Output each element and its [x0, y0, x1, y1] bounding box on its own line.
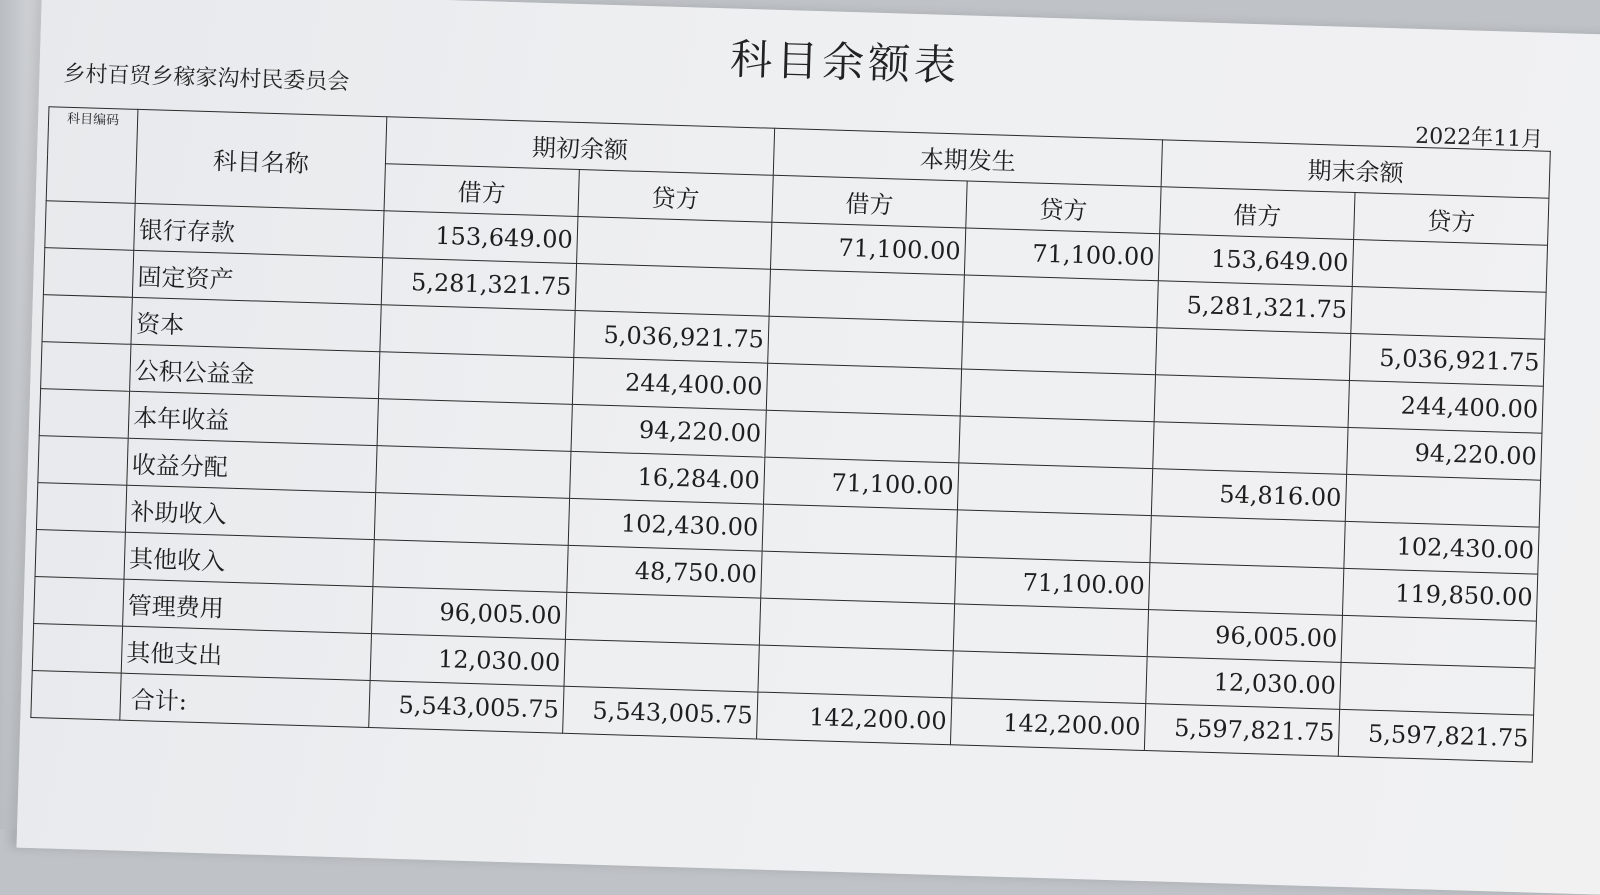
amount-cell: 94,220.00: [1347, 427, 1542, 480]
amount-cell: 71,100.00: [955, 557, 1150, 610]
amount-cell: 244,400.00: [1348, 380, 1543, 433]
amount-cell: [380, 305, 575, 358]
header-opening-balance: 期初余额: [385, 117, 774, 175]
amount-cell: [765, 410, 960, 463]
account-name: 资本: [131, 297, 381, 351]
total-amount-cell: 5,543,005.75: [563, 686, 758, 739]
amount-cell: 96,005.00: [1147, 610, 1342, 663]
amount-cell: [766, 363, 961, 416]
amount-cell: 5,036,921.75: [1349, 333, 1544, 386]
amount-cell: 153,649.00: [1158, 234, 1353, 287]
amount-cell: [374, 493, 569, 546]
header-credit: 贷方: [578, 170, 773, 223]
header-current-period: 本期发生: [773, 128, 1162, 186]
account-name: 管理费用: [123, 579, 373, 633]
amount-cell: 5,281,321.75: [381, 258, 576, 311]
amount-cell: [564, 639, 759, 692]
amount-cell: [960, 369, 1155, 422]
account-name: 其他支出: [121, 626, 371, 680]
account-code-cell: [35, 530, 125, 580]
amount-cell: 48,750.00: [567, 545, 762, 598]
amount-cell: [577, 217, 772, 270]
amount-cell: 54,816.00: [1151, 469, 1346, 522]
amount-cell: [1149, 563, 1344, 616]
amount-cell: [378, 352, 573, 405]
header-debit: 借方: [384, 164, 579, 217]
account-code-cell: [43, 248, 133, 298]
amount-cell: [769, 269, 964, 322]
amount-cell: [762, 504, 957, 557]
amount-cell: [1340, 662, 1535, 715]
amount-cell: 119,850.00: [1342, 568, 1537, 621]
account-name: 公积公益金: [130, 344, 380, 398]
amount-cell: [759, 598, 954, 651]
amount-cell: [1156, 328, 1351, 381]
amount-cell: [575, 263, 770, 316]
paper-sheet: [16, 0, 1600, 895]
account-code-cell: [32, 624, 122, 674]
report-period: 2022年11月: [1414, 123, 1544, 153]
amount-cell: [962, 322, 1157, 375]
amount-cell: [758, 645, 953, 698]
amount-cell: [952, 651, 1147, 704]
amount-cell: [959, 416, 1154, 469]
document-title: 科目余额表: [729, 34, 961, 91]
total-amount-cell: 5,543,005.75: [369, 681, 564, 734]
amount-cell: 71,100.00: [764, 457, 959, 510]
amount-cell: 96,005.00: [371, 587, 566, 640]
amount-cell: [1150, 516, 1345, 569]
account-code-cell: [34, 577, 124, 627]
amount-cell: [377, 399, 572, 452]
amount-cell: [1341, 615, 1536, 668]
total-amount-cell: 142,200.00: [757, 692, 952, 745]
header-account-code: 科目编码: [46, 107, 138, 204]
account-code-cell: [42, 295, 132, 345]
account-name: 收益分配: [127, 438, 377, 492]
amount-cell: 102,430.00: [1344, 521, 1539, 574]
account-code-cell: [31, 671, 121, 721]
amount-cell: [956, 510, 1151, 563]
amount-cell: 5,036,921.75: [574, 310, 769, 363]
amount-cell: 12,030.00: [1146, 657, 1341, 710]
header-account-name: 科目名称: [135, 109, 387, 210]
account-name: 其他收入: [124, 532, 374, 586]
account-name: 补助收入: [125, 485, 375, 539]
account-code-cell: [41, 342, 131, 392]
header-closing-balance: 期末余额: [1161, 140, 1550, 198]
account-code-cell: [45, 201, 135, 251]
amount-cell: 102,430.00: [568, 498, 763, 551]
amount-cell: [1154, 375, 1349, 428]
amount-cell: [768, 316, 963, 369]
header-debit: 借方: [772, 175, 967, 228]
amount-cell: 71,100.00: [770, 222, 965, 275]
amount-cell: 71,100.00: [964, 228, 1159, 281]
amount-cell: [1345, 474, 1540, 527]
total-amount-cell: 5,597,821.75: [1338, 709, 1533, 762]
account-name: 本年收益: [128, 391, 378, 445]
total-label: 合计:: [120, 673, 370, 727]
amount-cell: [953, 604, 1148, 657]
amount-cell: [963, 275, 1158, 328]
amount-cell: 12,030.00: [370, 634, 565, 687]
amount-cell: [957, 463, 1152, 516]
amount-cell: 16,284.00: [570, 451, 765, 504]
amount-cell: 153,649.00: [383, 211, 578, 264]
amount-cell: [761, 551, 956, 604]
amount-cell: [565, 592, 760, 645]
amount-cell: [373, 540, 568, 593]
amount-cell: [1351, 287, 1546, 340]
organization-name: 乡村百贸乡稼家沟村民委员会: [63, 61, 350, 96]
amount-cell: [376, 446, 571, 499]
amount-cell: 94,220.00: [571, 404, 766, 457]
amount-cell: [1352, 240, 1547, 293]
account-code-cell: [38, 436, 128, 486]
amount-cell: 5,281,321.75: [1157, 281, 1352, 334]
total-amount-cell: 142,200.00: [950, 698, 1145, 751]
amount-cell: [1153, 422, 1348, 475]
header-credit: 贷方: [966, 181, 1161, 234]
header-credit: 贷方: [1354, 193, 1549, 246]
balance-table: [30, 106, 1550, 762]
account-code-cell: [39, 389, 129, 439]
header-debit: 借方: [1160, 187, 1355, 240]
total-amount-cell: 5,597,821.75: [1144, 704, 1339, 757]
amount-cell: 244,400.00: [572, 357, 767, 410]
account-name: 银行存款: [134, 203, 384, 257]
account-code-cell: [36, 483, 126, 533]
account-name: 固定资产: [132, 250, 382, 304]
